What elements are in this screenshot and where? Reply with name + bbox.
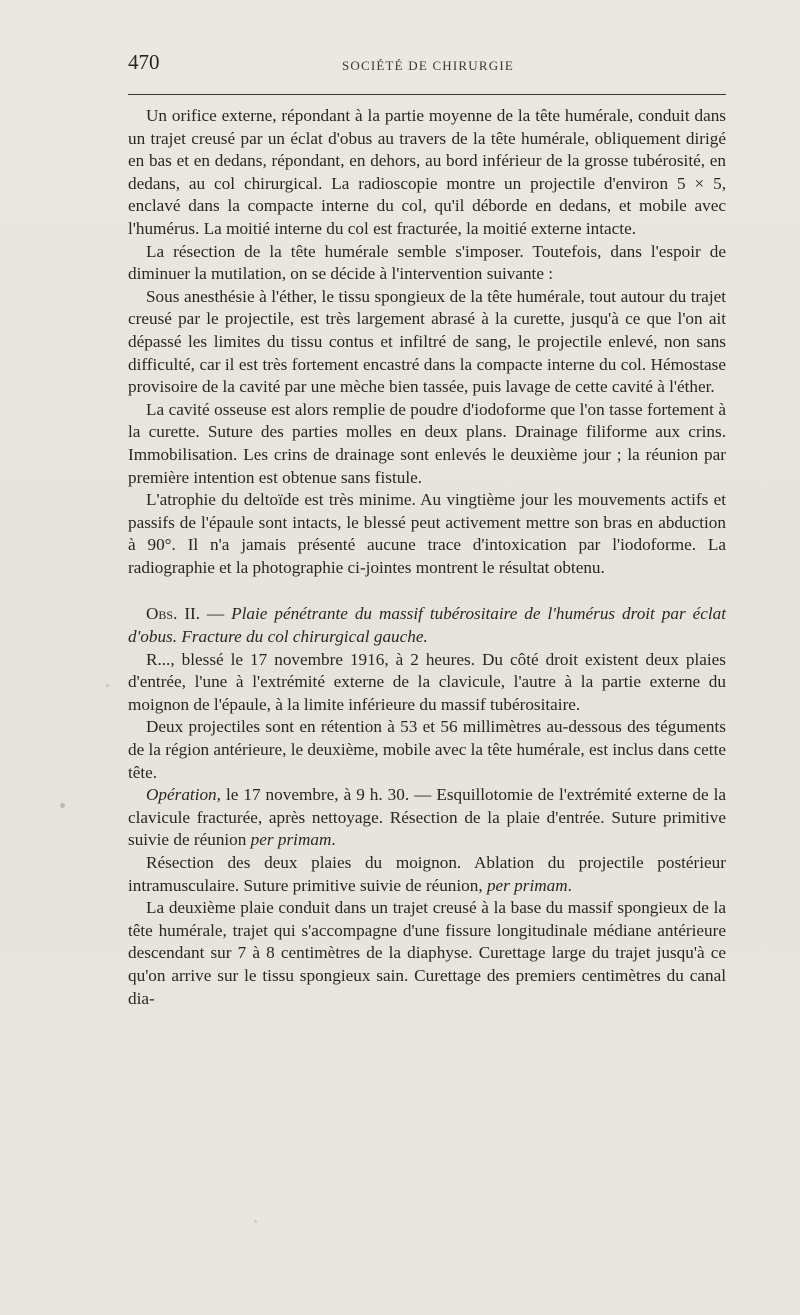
observation-title: Plaie pénétrante du massif tubérositaire de l'humérus droit par éclat d'obus. Fracture du col chirurgical gauche. [128, 604, 726, 647]
operation-label: Opération [146, 785, 217, 805]
paragraph-2: La résection de la tête humérale semble s'imposer. Toutefois, dans l'espoir de diminuer la mutilation, on se décide à l'intervention suivante : [128, 241, 726, 284]
operation-text: , le 17 novembre, à 9 h. 30. — Esquillotomie de l'extrémité externe de la clavicule fracturée, après nettoyage. Résection de la plaie d'entrée. Suture primitive suivie de réunion [128, 785, 726, 850]
paragraph-1: Un orifice externe, répondant à la partie moyenne de la tête humérale, conduit dans un trajet creusé par un éclat d'obus au travers de la tête humérale, obliquement dirigé en bas et en dedans, répondant, en dehors, au bord inférieur de la grosse tubérosité, en dedans, au col chirurgical. La radioscopie montre un projectile d'environ 5 × 5, enclavé dans la compacte interne du col, qu'il déborde en dedans, et mobile avec l'humérus. La moitié interne du col est fracturée, la moitié externe intacte. [128, 106, 726, 238]
section-gap [128, 579, 726, 603]
paragraph-4: La cavité osseuse est alors remplie de poudre d'iodoforme que l'on tasse fortement à la curette. Suture des parties molles en deux plans. Drainage filiforme aux crins. Immobilisation. Les crins de drainage sont enlevés le deuxième jour ; la réunion par première intention est obtenue sans fistule. [128, 399, 726, 487]
observation-paragraph-1: R..., blessé le 17 novembre 1916, à 2 heures. Du côté droit existent deux plaies d'entrée, l'une à l'extrémité externe de la clavicule, l'autre à la partie externe du moignon de l'épaule, à la limite inférieure du massif tubérositaire. [128, 649, 726, 714]
observation-heading [128, 603, 726, 648]
resection-end: . [567, 875, 572, 895]
operation-end: . [331, 830, 336, 850]
body-text [128, 105, 726, 1010]
resection-paragraph [128, 852, 726, 897]
observation-paragraph-2: Deux projectiles sont en rétention à 53 et 56 millimètres au-dessous des téguments de la région antérieure, le deuxième, mobile avec la tête humérale, est inclus dans cette tête. [128, 717, 726, 782]
resection-per-primam: per primam [486, 875, 568, 895]
observation-dash: — [200, 604, 232, 624]
running-title: SOCIÉTÉ DE CHIRURGIE [341, 58, 515, 73]
operation-per-primam: per primam [250, 830, 332, 850]
paragraph-3: Sous anesthésie à l'éther, le tissu spongieux de la tête humérale, tout autour du trajet creusé par le projectile, est très largement abrasé à la curette, jusqu'à ce que l'on ait dépassé les limites du tissu contus et infiltré de sang, le projectile enlevé, non sans difficulté, car il est très fortement encastré dans la compacte interne du col. Hémostase provisoire de la cavité par une mèche bien tassée, puis lavage de cette cavité à l'éther. [128, 286, 726, 397]
ink-speck [60, 803, 65, 808]
header-rule [128, 94, 726, 95]
operation-paragraph [128, 784, 726, 852]
ink-speck [106, 684, 109, 687]
page-number: 470 [128, 50, 160, 74]
resection-text: Résection des deux plaies du moignon. Ablation du projectile postérieur intramusculaire. Suture primitive suivie de réunion, [128, 853, 726, 895]
ink-speck [254, 1220, 257, 1223]
observation-label: Obs. II. [146, 604, 201, 624]
page-header [128, 50, 728, 82]
paragraph-5: L'atrophie du deltoïde est très minime. Au vingtième jour les mouvements actifs et passifs de l'épaule sont intacts, le blessé peut activement mettre son bras en abduction à 90°. Il n'a jamais présenté aucune trace d'intoxication par l'iodoforme. La radiographie et la photographie ci-jointes montrent le résultat obtenu. [128, 490, 726, 577]
last-paragraph: La deuxième plaie conduit dans un trajet creusé à la base du massif spongieux de la tête humérale, trajet qui s'accompagne d'une fissure longitudinale médiane antérieure descendant sur 7 à 8 centimètres de la diaphyse. Curettage large du trajet jusqu'à ce qu'on arrive sur le tissu spongieux sain. Curettage des premiers centimètres du canal dia- [128, 898, 726, 1008]
